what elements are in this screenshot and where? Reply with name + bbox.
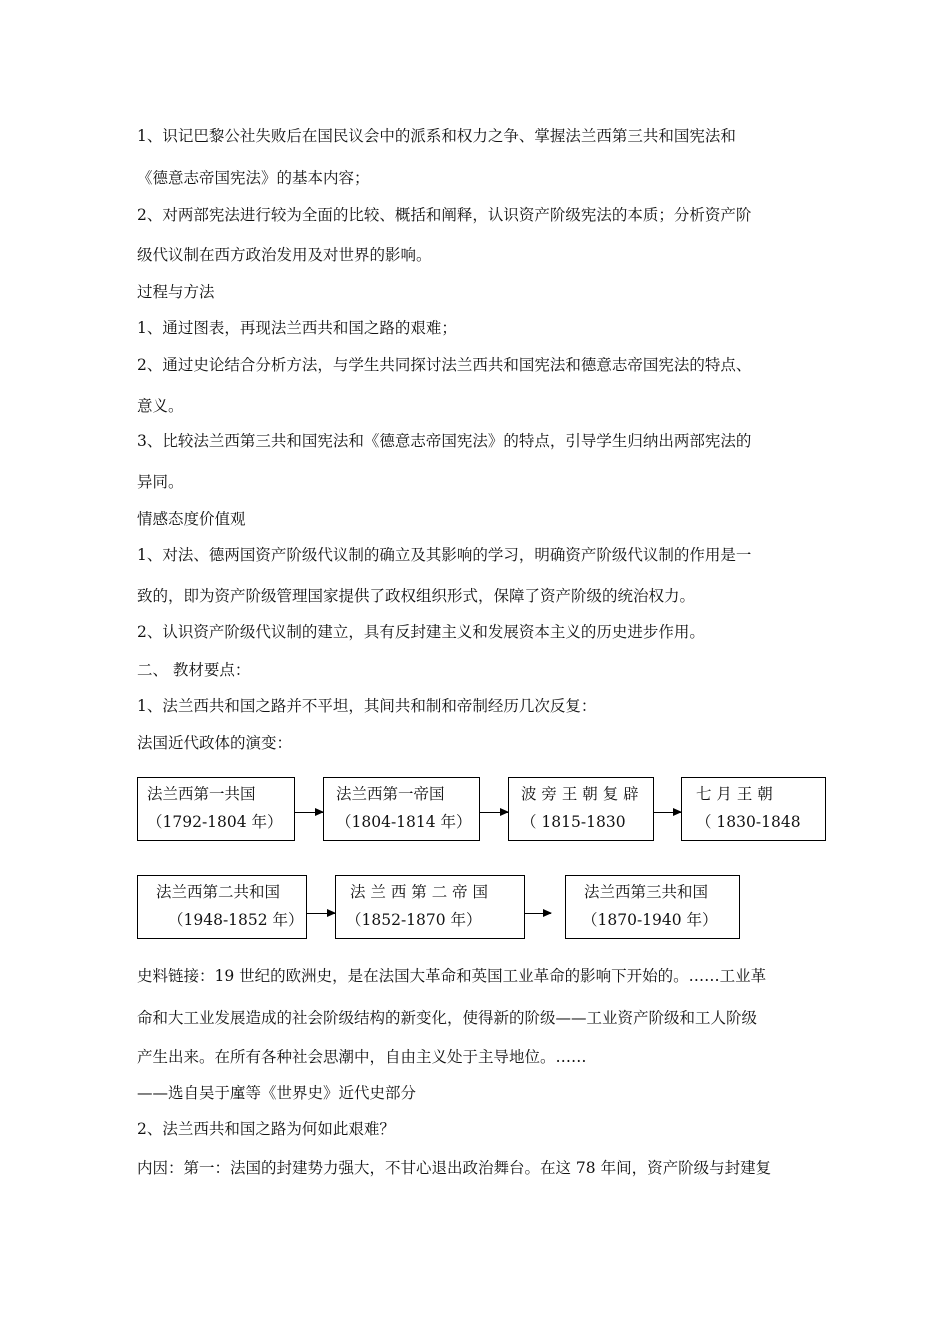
regime-years: （ 1830-1848 (696, 813, 801, 831)
regime-name: 七 月 王 朝 (696, 785, 773, 803)
regime-box-second-empire (335, 875, 525, 939)
objective-1-line-1: 1、识记巴黎公社失败后在国民议会中的派系和权力之争、掌握法兰西第三共和国宪法和 (137, 127, 736, 145)
regime-name: 法 兰 西 第 二 帝 国 (350, 883, 489, 901)
section-heading-key-points: 二、 教材要点： (137, 661, 251, 679)
arrow-icon (525, 913, 551, 914)
source-excerpt-line-1: 史料链接：19 世纪的欧洲史，是在法国大革命和英国工业革命的影响下开始的。……工业革 (137, 967, 767, 985)
regime-box-first-empire (323, 777, 480, 841)
regime-box-second-republic (137, 875, 307, 939)
arrow-icon (307, 913, 335, 914)
arrow-icon (654, 812, 681, 813)
process-2-line-1: 2、通过史论结合分析方法，与学生共同探讨法兰西共和国宪法和德意志帝国宪法的特点、 (137, 356, 752, 374)
source-excerpt-line-3: 产生出来。在所有各种社会思潮中，自由主义处于主导地位。…… (137, 1048, 587, 1066)
arrow-icon (480, 812, 508, 813)
regime-years: （1804-1814 年） (336, 813, 472, 831)
regime-years: （1792-1804 年） (147, 813, 283, 831)
regime-name: 法兰西第一共国 (147, 785, 256, 803)
process-3-line-1: 3、比较法兰西第三共和国宪法和《德意志帝国宪法》的特点，引导学生归纳出两部宪法的 (137, 432, 752, 450)
key-point-1: 1、法兰西共和国之路并不平坦，其间共和制和帝制经历几次反复： (137, 697, 597, 715)
regime-name: 法兰西第三共和国 (584, 883, 709, 901)
section-heading-process: 过程与方法 (137, 283, 215, 301)
source-excerpt-line-2: 命和大工业发展造成的社会阶级结构的新变化，使得新的阶级——工业资产阶级和工人阶级 (137, 1009, 758, 1027)
values-2: 2、认识资产阶级代议制的建立，具有反封建主义和发展资本主义的历史进步作用。 (137, 623, 705, 641)
values-1-line-1: 1、对法、德两国资产阶级代议制的确立及其影响的学习，明确资产阶级代议制的作用是一 (137, 546, 752, 564)
objective-2-line-1: 2、对两部宪法进行较为全面的比较、概括和阐释，认识资产阶级宪法的本质；分析资产阶 (137, 206, 752, 224)
process-1: 1、通过图表，再现法兰西共和国之路的艰难； (137, 319, 457, 337)
regime-name: 波 旁 王 朝 复 辟 (521, 785, 639, 803)
arrow-icon (295, 812, 323, 813)
regime-box-bourbon-restoration (508, 777, 654, 841)
objective-1-line-2: 《德意志帝国宪法》的基本内容； (137, 169, 370, 187)
process-2-line-2: 意义。 (137, 397, 184, 415)
objective-2-line-2: 级代议制在西方政治发用及对世界的影响。 (137, 246, 432, 264)
values-1-line-2: 致的，即为资产阶级管理国家提供了政权组织形式，保障了资产阶级的统治权力。 (137, 587, 696, 605)
regime-name: 法兰西第一帝国 (336, 785, 445, 803)
regime-box-july-monarchy (681, 777, 826, 841)
regime-name: 法兰西第二共和国 (156, 883, 281, 901)
regime-box-first-republic (137, 777, 295, 841)
regime-years: （ 1815-1830 (521, 813, 626, 831)
regime-years: （1870-1940 年） (582, 911, 718, 929)
question-2: 2、法兰西共和国之路为何如此艰难？ (137, 1120, 395, 1138)
regime-years: （1852-1870 年） (346, 911, 482, 929)
regime-years: （1948-1852 年） (168, 911, 304, 929)
section-heading-values: 情感态度价值观 (137, 510, 246, 528)
regime-box-third-republic (565, 875, 740, 939)
source-citation: ——选自吴于廑等《世界史》近代史部分 (137, 1084, 417, 1102)
process-3-line-2: 异同。 (137, 473, 184, 491)
internal-cause-line: 内因：第一：法国的封建势力强大，不甘心退出政治舞台。在这 78 年间，资产阶级与封建复 (137, 1159, 772, 1177)
diagram-caption: 法国近代政体的演变： (137, 734, 293, 752)
